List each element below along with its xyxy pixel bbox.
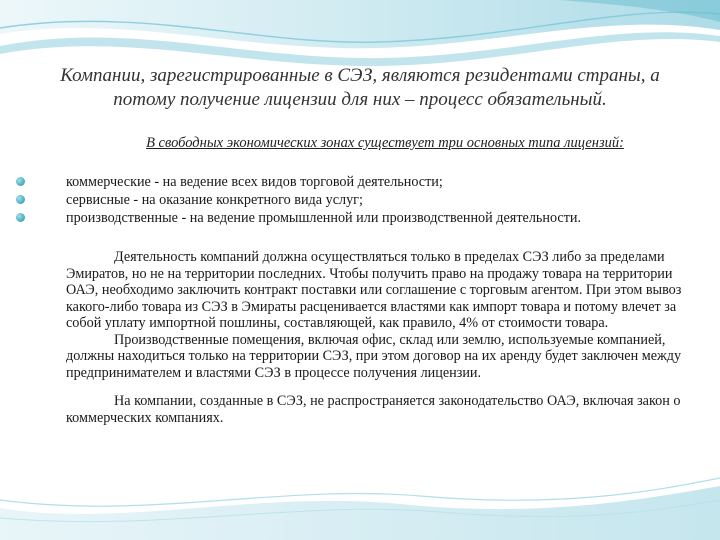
bullet-text: сервисные - на оказание конкретного вида услуг;	[66, 192, 363, 208]
bullet-text: коммерческие - на ведение всех видов торговой деятельности;	[66, 174, 443, 190]
list-item	[16, 209, 706, 227]
bullet-icon	[16, 213, 25, 222]
list-item	[16, 191, 706, 209]
slide-title: Компании, зарегистрированные в СЭЗ, являются резидентами страны, а потому получение лицензии для них – процесс обязательный.	[60, 65, 660, 110]
paragraph: Деятельность компаний должна осуществляться только в пределах СЭЗ либо за пределами Эмиратов, но не на территории последних. Чтобы получить право на продажу товара на территории ОАЭ, необходимо заключить контракт поставки или соглашение с торговым агентом. При этом вывоз какого-либо товара из СЭЗ в Эмираты расценивается властями как импорт товара и потому влечет за собой уплату импортной пошлины, составляющей, как правило, 4% от стоимости товара.	[66, 249, 682, 331]
slide-subtitle: В свободных экономических зонах существует три основных типа лицензий:	[146, 135, 624, 151]
body-text	[66, 249, 692, 426]
license-types-list	[16, 173, 706, 227]
bullet-icon	[16, 195, 25, 204]
list-item	[16, 173, 706, 191]
bullet-icon	[16, 177, 25, 186]
bullet-text: производственные - на ведение промышленной или производственной деятельности.	[66, 210, 582, 226]
paragraph: На компании, созданные в СЭЗ, не распространяется законодательство ОАЭ, включая закон о коммерческих компаниях.	[66, 393, 681, 426]
paragraph: Производственные помещения, включая офис, склад или землю, используемые компанией, должны находиться только на территории СЭЗ, при этом договор на их аренду будет заключен между предпринимателем и властями СЭЗ в процессе получения лицензии.	[66, 331, 682, 381]
